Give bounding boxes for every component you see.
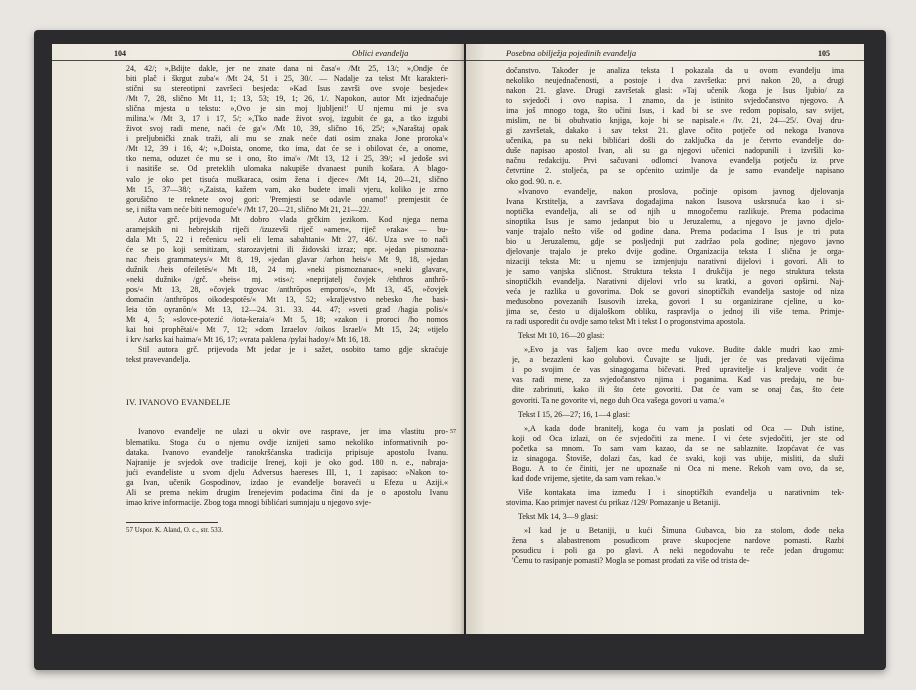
text-line: »,Evo ja vas šaljem kao ovce među vukove. Budite dakle mudri kao zmi- <box>524 345 844 355</box>
text-line: i preljubnički znak traži, ali mu se znak neće dati osim znaka Jone proroka'« <box>126 134 448 144</box>
text-line: leia tōn oyranōn/« Mt 13, 12—24. 31. 33. 44. 47; »sveti grad /hagia polis/« <box>126 305 448 315</box>
paragraph-block <box>506 66 844 187</box>
text-line: načnu redakciju. Prvi sačuvani odlomci Ivanova evanđelja potječu iz prve <box>506 156 844 166</box>
page-number: 105 <box>818 49 830 58</box>
right-page-header <box>466 44 864 61</box>
paragraph-block <box>126 427 456 507</box>
text-line: život svoj radi mene, naći će ga'« /Mt 10, 39, slično 16, 25/; »,Naraštaj opak <box>126 124 448 134</box>
text-line: veća je razlika u govorima. Dok se govori sinoptičkih evanđelja sastoje od niza <box>506 287 844 297</box>
text-line: sinoptičkih evanđelja. Narativni dijelovi vrlo su kratki, a govori opširni. Naj- <box>506 276 844 286</box>
text-line: Stil autora grč. prijevoda Mt jedar je i sažet, osobito tamo gdje skraćuje <box>138 345 448 355</box>
text-line: se, i ništa vam neće biti nemoguće'« /Mt 17, 20—21, slično Mt 21, 21—22/. <box>126 204 372 214</box>
text-line: će se po koji semitizam, starozavjetni ili židovski izraz; npr. »jedan pismozna- <box>126 244 448 254</box>
text-line: kai hoi prophētai/« Mt 7, 12; »dom Izraelov /oikos Israel/« Mt 15, 24; »tijelo <box>126 325 448 335</box>
text-line: »,A kada dođe branitelj, koga ću vam ja poslati od Oca — Duh istine, <box>524 423 844 433</box>
text-line: dala Mt 5, 22 i rečenicu »eli eli lema sabahtani« Mt 27, 46/. Uza sve to nači <box>126 234 448 244</box>
text-line: učenika, pa su neki biblićari došli do zaključka da je četvrto evanđelje do- <box>506 136 844 146</box>
right-page <box>466 44 864 634</box>
text-line: dočanstvo. Također je analiza teksta I pokazala da u ovom evanđelju ima <box>506 66 844 75</box>
paragraph-block <box>126 215 448 346</box>
text-line: gi završetak, dakako i sav tekst 21. glave očito potječe od nekoga Ivanova <box>506 126 844 136</box>
text-line: dite zabrinuti, kako ili što ćete govoriti. Dat će vam se onaj čas, što ćete <box>512 385 844 395</box>
text-line: žena s alabastrenom posudicom prave skupocjene nardove pomasti. Razbi <box>512 536 844 546</box>
page-number: 104 <box>114 49 126 58</box>
paragraph-block <box>126 64 448 215</box>
text-line: posudicu i poli ga po glavi. A neki negodovahu te reče jedan drugomu: <box>512 546 844 556</box>
text-line: nac /heis grammateys/« Mt 8, 19, »jedan glavar /arhon heis/« Mt 9, 18, »jedan <box>126 254 448 264</box>
text-line: stični su stereotipni završeci besjeda: »Kad Isus završi ove svoje besjede« <box>126 84 448 94</box>
text-line: blematiku. Stoga ću o njemu ovdje iznijeti samo nekoliko informativnih po- <box>126 437 448 447</box>
text-line: aramejskih ni hebrejskih riječi /izuzevši riječ »amen«, riječ »raka« — bu- <box>126 224 448 234</box>
text-line: to svjedoči i ovo napisa. I znamo, da je istinito svjedočanstvo njegovo. A <box>506 96 844 106</box>
scripture-reference: Tekst Mt 10, 16—20 glasi: <box>518 331 605 341</box>
text-line: gorušično te reknete ovoj gori: 'Premjesti se odavle onamo!' premjestit će <box>126 194 448 204</box>
text-line: »neki dužnik« /grč. »heis« mj. »tis«/; »neprijatelj čovjek /ehthros anthrō- <box>126 274 448 284</box>
left-page-body <box>126 64 456 535</box>
text-line: »I kad je u Betaniji, u kući Šimuna Gubavca, bio za stolom, dođe neka <box>524 526 844 536</box>
text-line: »Ivanovo evanđelje, nakon proslova, počinje opisom javnog djelovanja <box>518 186 844 196</box>
text-line: oko god. 90. n. e. <box>506 176 562 186</box>
text-line: međusobno povezanih Isusovih izreka, govori I su organizirane cjeline, u ko- <box>506 297 844 307</box>
text-line: kad dođe vrijeme, sjetite, da sam vam rekao.'« <box>512 473 661 483</box>
text-line: 24, 42/; »,Bdijte dakle, jer ne znate dana ni časa'« /Mt 25, 13/; »,Ondje će <box>126 64 448 73</box>
text-line: Bogu. A to će činiti, jer ne upoznaše ni Oca ni mene. Rekoh vam ovo, da se, <box>512 463 844 473</box>
text-line: tekst pravevanđelja. <box>126 355 191 365</box>
section-heading: IV. IVANOVO EVANĐELJE <box>126 397 231 408</box>
paragraph-block <box>506 488 844 508</box>
text-line: biti plač i škrgut zuba'« /Mt 24, 51 i 25, 30/. — Nadalje za tekst Mt karakteri- <box>126 74 448 84</box>
text-line: djelovanje trajalo je preko dvije godine. Organizacija teksta I slična je orga- <box>506 246 844 256</box>
text-line: i po svojim će vas sinagogama bičevati. Pred upraviteljе i kraljeve vodit će <box>512 365 844 375</box>
text-line: iz sinagoga. Štoviše, dolazi čas, kad će svaki, koji vas ubije, misliti, da služi <box>512 453 844 463</box>
text-line: jući evanđeliste u svom djelu Adversus haereses III, 1, 1 zapisao: »Nakon to- <box>126 467 448 477</box>
text-line: stovima. Kao primjer navest ću prikaz /129/ Pomazanje u Betaniji. <box>506 497 721 507</box>
text-line: vanje trajalo nešto više od godine dana. Prema podacima I Isus je tri puta <box>506 226 844 236</box>
text-line: Mt 4, 5; »slovce-potezić /iota-keraia/« Mt 5, 18; »zakon i proroci /ho nomos <box>126 315 448 325</box>
text-line: i nasitiše se. Od preteklih ulomaka nakupiše dvanaest punih košara. A blago- <box>126 164 448 174</box>
text-line: Ivana Krstitelja, a završava događajima nakon Isusova uskrsnuća kao i si- <box>506 196 844 206</box>
text-line: Ivanovo evanđelje ne ulazi u okvir ove rasprave, jer ima vlastitu pro- 57 <box>138 427 456 437</box>
text-line: jima se, često u dijaloškom obliku, raspravlja o jednoj ili više tema. Primje- <box>506 307 844 317</box>
text-line: imao krive informacije. Zbog toga mnogi biblićari sumnjaju u njegovo svje- <box>126 497 372 507</box>
left-page <box>52 44 464 634</box>
quotation-block <box>506 526 844 566</box>
text-line: Autor grč. prijevoda Mt dobro vlada grčkim jezikom. Kod njega nema <box>138 214 448 224</box>
quotation-block <box>506 424 844 484</box>
right-page-body <box>506 66 844 566</box>
running-head: Posebna obilježja pojedinih evanđelja <box>506 48 637 58</box>
text-line: dataka. Ivanovo evanđelje ranokršćanska tradicija pripisuje apostolu Ivanu. <box>126 447 448 457</box>
text-line: vas radi mene, za svjedočanstvo njima i poganima. Kad vas predaju, ne bu- <box>512 375 844 385</box>
text-line: ima još mnogo toga, što učini Isus, i kad bi se sve redom popisalo, sav svijet, <box>506 106 844 116</box>
text-line: početka sa mnom. To sam vam kazao, da se ne sablaznite. Izopćavat će vas <box>512 443 844 453</box>
paragraph-block <box>506 187 844 328</box>
text-line: ra radi usporedit ću ovdje samo tekst Mt i tekst I o progonstvima apostola. <box>506 317 746 327</box>
text-line: četvrtine 2. stoljeća, pa se općenito uzimlje da je samo evanđelje napisano <box>506 166 844 176</box>
text-line: sinoptika Isus je samo jedanput bio u Jeruzalemu, a njegovo je javno djelo- <box>506 216 844 226</box>
text-line: /Mt 7, 28, slično Mt 11, 1; 13, 53; 19, 1; 26, 1/. Napokon, autor Mt izjednačuje <box>126 94 448 104</box>
text-line: ga Ivan, učenik Gospodinov, izdao je evanđelje boraveći u Efezu u Aziji.« <box>126 477 448 487</box>
scripture-reference: Tekst I 15, 26—27; 16, 1—4 glasi: <box>518 409 631 419</box>
text-line: dužnik /heis ofeiletēs/« Mt 18, 24 mj. »neki pismoznanac«, »neki glavar«, <box>126 264 448 274</box>
text-line: slična mjesta u tekstu: »,Ovo je sin moj ljubljeni!' U njemu mi je sva <box>126 104 448 114</box>
text-line: milina.'« /Mt 3, 17 i 17, 5/; »,Tko nađe život svoj, izgubit će ga, a tko izgubi <box>126 114 448 124</box>
text-line: Ali se prema nekim drugim Irenejevim podacima čini da je o apostolu Ivanu <box>126 487 448 497</box>
text-line: 'Čemu to rasipanje pomasti? Mogla se pomast prodati za više od trista de- <box>512 556 750 566</box>
paragraph-block <box>126 345 448 365</box>
text-line: i krv /sarks kai haima/« Mt 16, 17; »vrata paklena /pylai hadoy/« Mt 16, 18. <box>126 335 371 345</box>
quotation-block <box>506 345 844 405</box>
text-line: mislim, ne bi obuhvatio knjiga, koje bi se napisale.« /Iv. 21, 24—25/. Ovaj dru- <box>506 116 844 126</box>
text-line: Više kontakata ima između I i sinoptičkih evanđelja u narativnim tek- <box>518 487 844 497</box>
text-line: noptička evanđelja, ali se od njih u mnogočemu razlikuje. Prema podacima <box>506 206 844 216</box>
text-line: domaćin /anthrōpos oikodespotēs/« Mt 13, 52; »kraljevstvo nebesko /he basi- <box>126 295 448 305</box>
running-head: Oblici evanđelja <box>352 48 409 58</box>
text-line: Mt 15, 37—38/; »,Zaista, kažem vam, ako budete imali vjeru, koliko je zrno <box>126 184 448 194</box>
text-line: je, a bezazleni kao golubovi. Čuvajte se ljudi, jer će vas predavati vijećima <box>512 355 844 365</box>
text-line: /Mt 12, 39 i 16, 4/; »,Doista, onome, tko ima, dat će se i obilovat će, a onome, <box>126 144 448 154</box>
text-line: bio u Jeruzalemu, gdje se posljednji put zadržao pola godine; njegovo javno <box>506 236 844 246</box>
text-line: valo je oko pet tisuća muškaraca, osim žena i djece« /Mt 14, 20—21, slično <box>126 174 448 184</box>
text-line: pos/« Mt 13, 28, »čovjek trgovac /anthrōpos emporos/«, Mt 13, 45, »čovjek <box>126 285 448 295</box>
text-line: je samo vanjska sličnost. Struktura teksta I drukčija je nego struktura teksta <box>506 266 844 276</box>
text-line: nizaciji teksta Mt: u njemu se izmjenjuju narativni dijelovi i govori. Ali to <box>506 256 844 266</box>
text-line: duše napisao apostol Ivan, ali su ga njegovi učenici nadopunili i izvršili ko- <box>506 146 844 156</box>
text-line: nakon 21. glave. Drugi završetak glasi: »Taj učenik /koga je Isus ljubio/ za <box>506 86 844 96</box>
left-page-header <box>52 44 464 61</box>
scripture-reference: Tekst Mk 14, 3—9 glasi: <box>518 511 599 521</box>
footnote-rule <box>126 522 218 523</box>
text-line: Najranije je svjedok ove tradicije Irenej, koji je oko god. 180 n. e., nabraja- <box>126 457 448 467</box>
text-line: tko nema, oduzet će mu se i ono, što ima'« /Mt 13, 12 i 25, 39/; »I jedoše svi <box>126 154 448 164</box>
text-line: govoriti. Ta ne govorite vi, nego duh Oca vašega govori u vama.'« <box>512 395 725 405</box>
footnote: 57 Uspor. K. Aland, O. c., str. 533. <box>126 525 224 534</box>
text-line: nekoliko neujednačenosti, a postoje i dva završetka: prvi nakon 20, a drugi <box>506 76 844 86</box>
text-line: koji od Oca izlazi, on će svjedočiti za mene. I vi ćete svjedočiti, jer ste od <box>512 433 844 443</box>
